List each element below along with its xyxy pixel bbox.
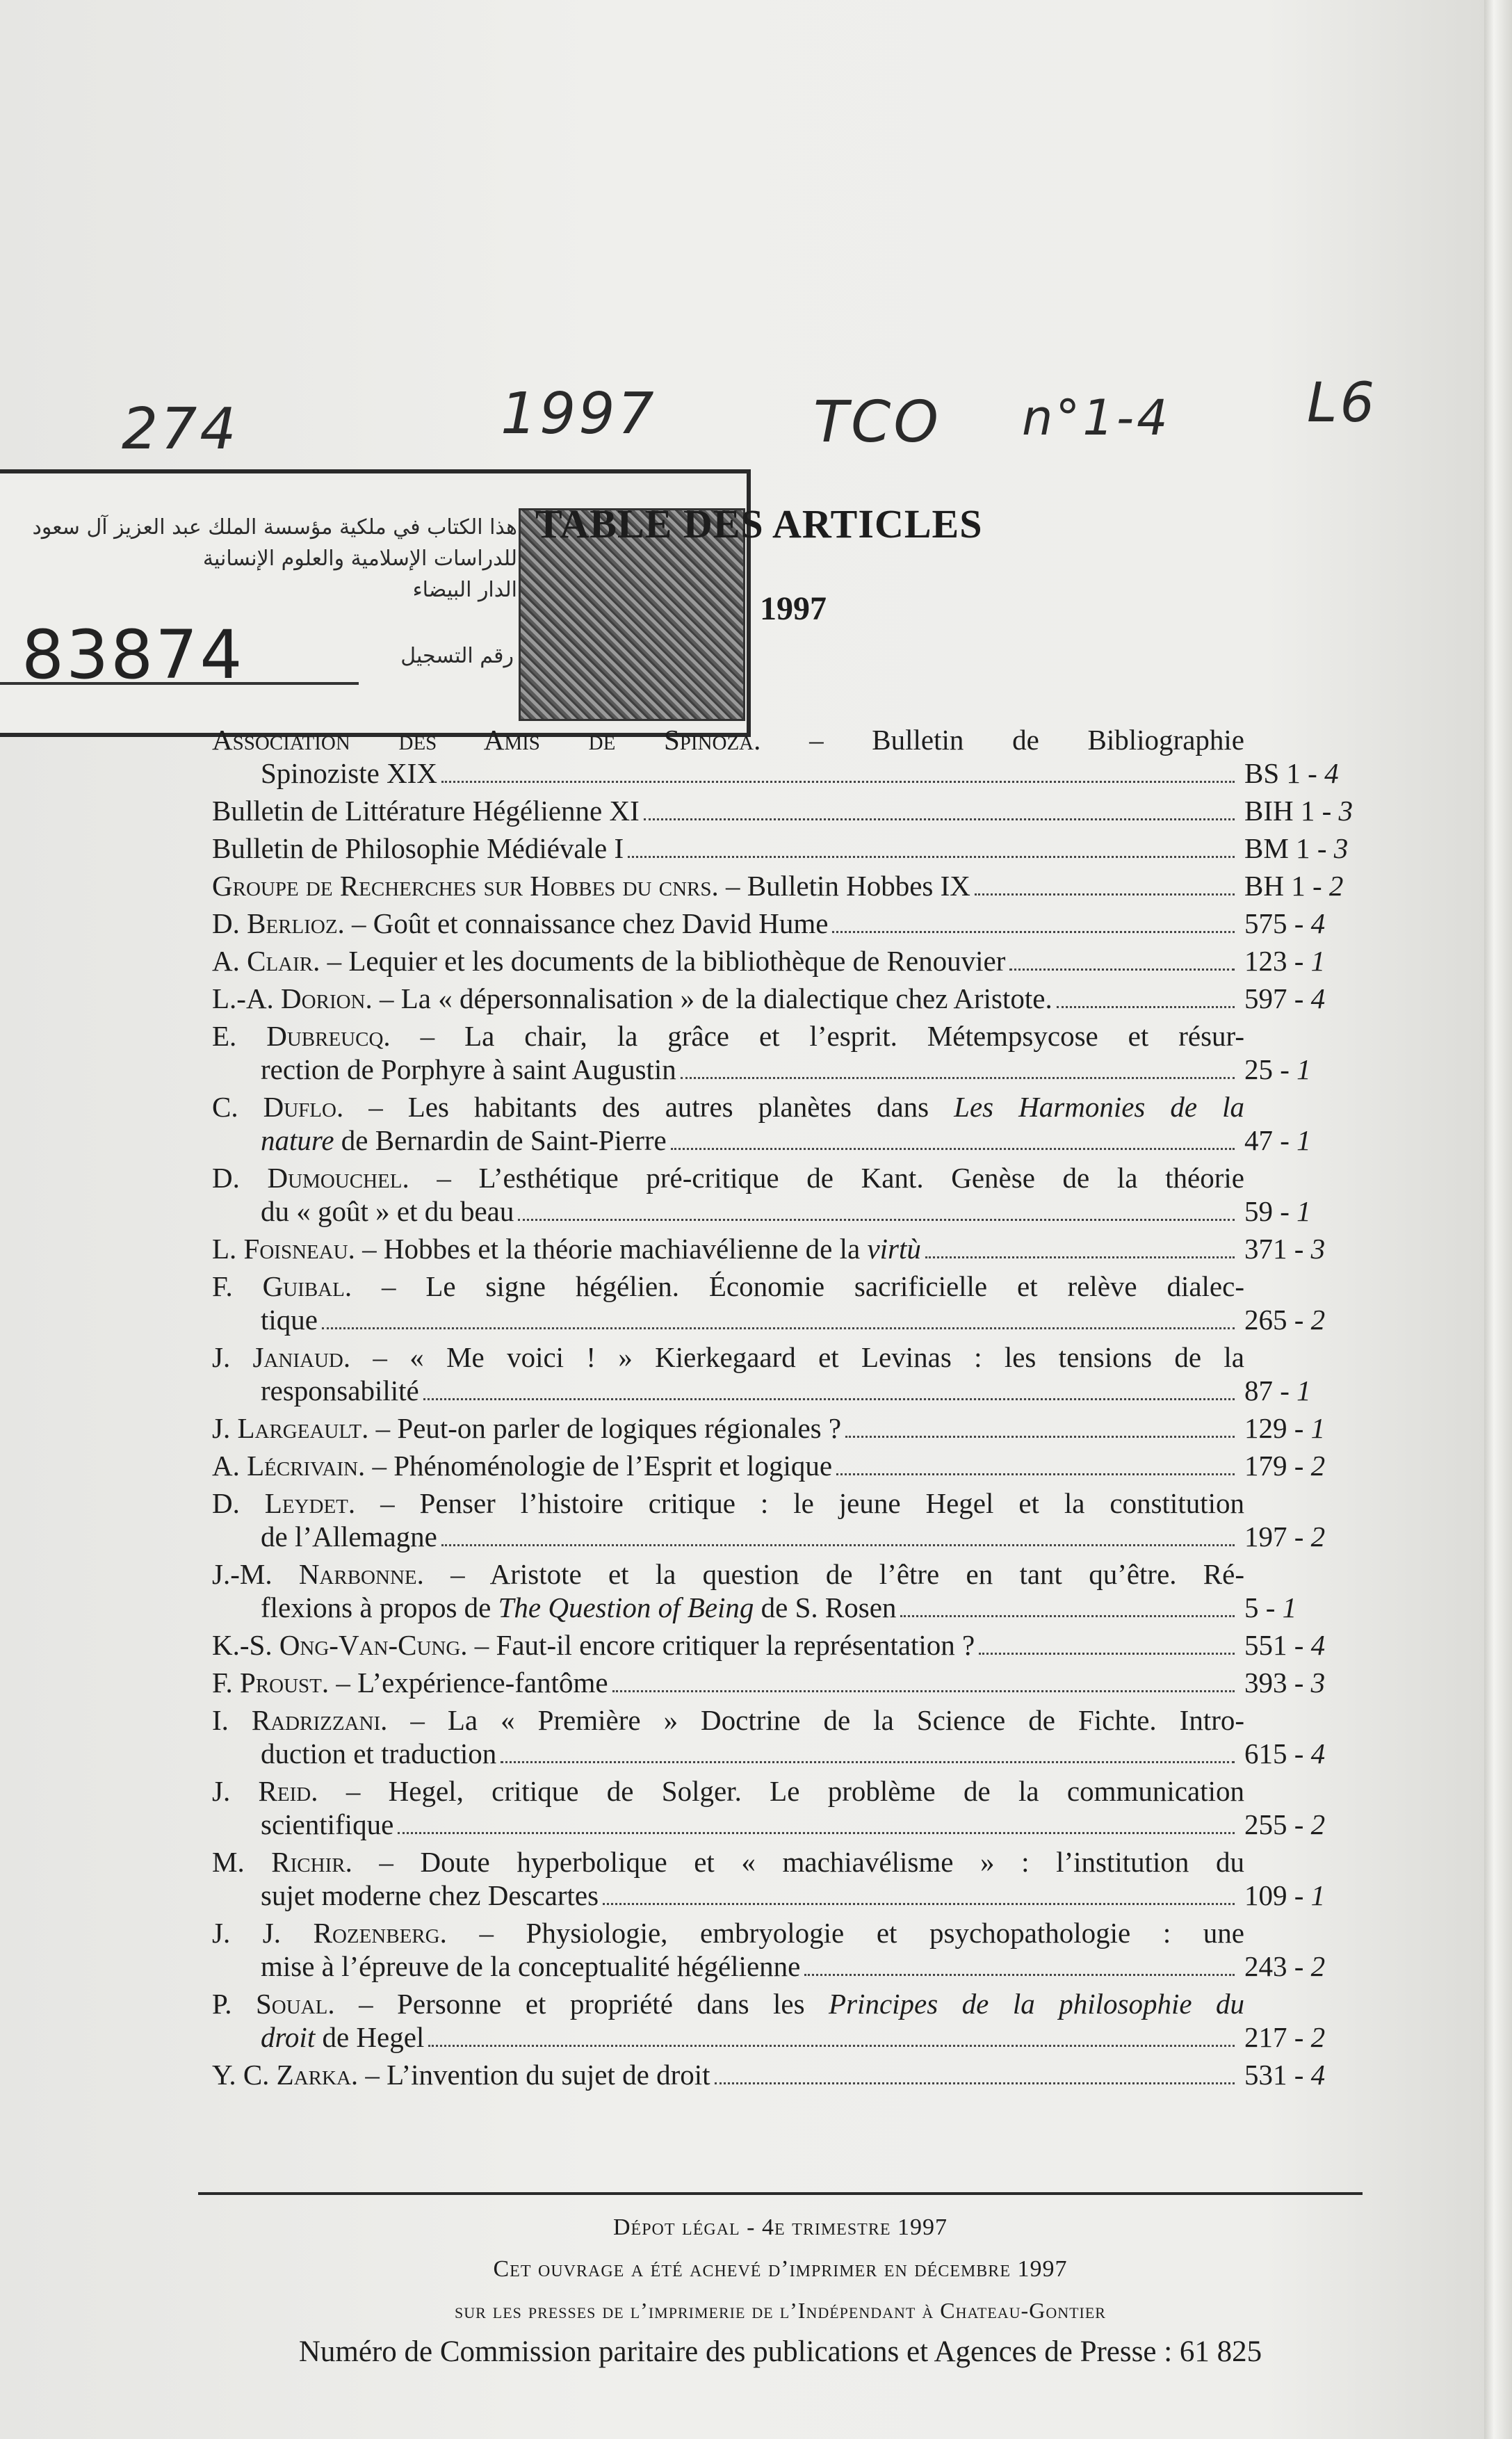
article-author: J.-M. Narbonne [212, 1558, 417, 1590]
continuation-text: sujet moderne chez Descartes [261, 1879, 599, 1911]
leader-dots [979, 1652, 1235, 1655]
entry-text [261, 756, 437, 790]
page-number: 531 [1244, 2059, 1287, 2091]
page-number: BM 1 [1244, 832, 1310, 864]
article-title: La « dépersonnalisation » de la dialectique chez Aristote. [400, 982, 1052, 1014]
entry-text: L.-A. Dorion. – La « dépersonnalisation » de la dialectique chez Aristote. [212, 982, 1052, 1014]
entry-first-line: J. Reid. – Hegel, critique de Solger. Le problème de la communication [212, 1775, 1244, 1807]
article-title: L’invention du sujet de droit [387, 2059, 710, 2091]
leader-dots [845, 1435, 1235, 1438]
article-title: Le signe hégélien. Économie sacrificielle et relève dialec- [425, 1270, 1244, 1302]
stamp-register-label: رقم التسجيل [400, 644, 514, 668]
entry-text: A. Lécrivain. – Phénoménologie de l’Esprit et logique [212, 1450, 833, 1482]
article-title: Bulletin de Littérature Hégélienne XI [212, 795, 640, 827]
entry-text [261, 1303, 318, 1336]
entry-text [261, 1808, 393, 1841]
article-title: Hegel, critique de Solger. Le problème de la communication [388, 1775, 1244, 1807]
entry-continuation [212, 1879, 1376, 1912]
page-number: 575 [1244, 907, 1287, 939]
article-author: J. Janiaud [212, 1341, 343, 1373]
leader-dots [1009, 968, 1235, 971]
article-author: D. Leydet [212, 1487, 348, 1519]
article-title: Goût et connaissance chez David Hume [373, 907, 829, 939]
page-number: 255 [1244, 1808, 1287, 1840]
leader-dots [644, 818, 1235, 820]
page-number: 597 [1244, 982, 1287, 1014]
toc-entry [212, 1628, 1376, 1662]
entry-first-line: D. Leydet. – Penser l’histoire critique : le jeune Hegel et la constitution [212, 1487, 1244, 1519]
page-number: 393 [1244, 1667, 1287, 1699]
leader-dots [441, 780, 1235, 783]
leader-dots [925, 1256, 1235, 1258]
entry-continuation [212, 1737, 1376, 1770]
issue-number: 4 [1310, 1737, 1326, 1769]
issue-number: 2 [1310, 2021, 1326, 2053]
entry-text [212, 832, 624, 865]
page-number: 551 [1244, 1629, 1287, 1661]
issue-number: 3 [1338, 795, 1354, 827]
table-of-contents [212, 723, 1376, 2096]
entry-line [212, 1449, 1376, 1482]
article-title: Personne et propriété dans les [397, 1988, 805, 2020]
entry-text: Y. C. Zarka. – L’invention du sujet de droit [212, 2059, 710, 2091]
page-reference: 393 - 3 [1244, 1667, 1326, 1699]
page-number: 179 [1244, 1450, 1287, 1482]
page-title: TABLE DES ARTICLES [535, 501, 983, 546]
continuation-italic: nature [261, 1124, 334, 1156]
article-author: C. Duflo [212, 1091, 336, 1123]
entry-text: K.-S. Ong-Van-Cung. – Faut-il encore critiquer la représentation ? [212, 1629, 975, 1661]
page-reference: 47 - 1 [1244, 1124, 1311, 1156]
continuation-text: scientifique [261, 1808, 394, 1840]
handwritten-shelf: L6 [1307, 372, 1378, 435]
entry-first-line: Association des Amis de Spinoza. – Bulletin de Bibliographie [212, 724, 1244, 756]
issue-number: 2 [1328, 870, 1344, 902]
toc-entry [212, 723, 1376, 790]
entry-text: A. Clair. – Lequier et les documents de la bibliothèque de Renouvier [212, 945, 1006, 977]
entry-text [261, 1737, 496, 1770]
stamp-line: هذا الكتاب في ملكية مؤسسة الملك عبد العزيز آل سعود [32, 515, 517, 540]
issue-number: 2 [1310, 1304, 1326, 1336]
toc-entry [212, 1449, 1376, 1482]
article-title-italic: Principes de la philosophie du [829, 1988, 1245, 2020]
continuation-text: responsabilité [261, 1375, 419, 1407]
page-number: 5 [1244, 1591, 1259, 1623]
toc-entry [212, 1703, 1376, 1770]
entry-continuation [212, 1374, 1376, 1407]
entry-text [261, 1124, 667, 1157]
entry-text: L. Foisneau. – Hobbes et la théorie machiavélienne de la virtù [212, 1233, 921, 1265]
page-number: 197 [1244, 1521, 1287, 1553]
issue-number: 1 [1282, 1591, 1297, 1623]
entry-text [212, 794, 640, 827]
stamp-line: الدار البيضاء [412, 578, 517, 602]
toc-entry [212, 869, 1376, 902]
continuation-text: rection de Porphyre à saint Augustin [261, 1053, 676, 1085]
page-number: 109 [1244, 1879, 1287, 1911]
continuation-text: flexions à propos de [261, 1591, 491, 1623]
toc-entry [212, 1666, 1376, 1699]
entry-first-line: J. Janiaud. – « Me voici ! » Kierkegaard et Levinas : les tensions de la [212, 1341, 1245, 1373]
article-title: L’esthétique pré-critique de Kant. Genèse de la théorie [478, 1162, 1244, 1194]
continuation-text: de Hegel [322, 2021, 425, 2053]
leader-dots [900, 1614, 1235, 1617]
entry-text [261, 1194, 514, 1228]
continuation-text: de l’Allemagne [261, 1521, 437, 1553]
leader-dots [441, 1543, 1235, 1546]
toc-entry [212, 1774, 1376, 1841]
entry-continuation [212, 756, 1376, 790]
article-title: La « Première » Doctrine de la Science de Fichte. Intro- [447, 1704, 1245, 1736]
handwritten-year: 1997 [501, 381, 657, 447]
entry-text [261, 1520, 437, 1553]
page-reference: 197 - 2 [1244, 1521, 1326, 1553]
leader-dots [518, 1218, 1235, 1221]
continuation-italic: droit [261, 2021, 316, 2053]
toc-entry [212, 982, 1376, 1015]
entry-text: Groupe de Recherches sur Hobbes du cnrs. – Bulletin Hobbes IX [212, 870, 970, 902]
page-reference: 87 - 1 [1244, 1375, 1311, 1407]
page-reference: 597 - 4 [1244, 982, 1326, 1014]
page-reference: 217 - 2 [1244, 2021, 1326, 2053]
article-author: F. Proust [212, 1667, 322, 1699]
article-title: Bulletin de Bibliographie [872, 724, 1244, 756]
page-number: 123 [1244, 945, 1287, 977]
issue-number: 2 [1310, 1808, 1326, 1840]
page-number: 217 [1244, 2021, 1287, 2053]
toc-entry [212, 1557, 1376, 1624]
article-title: « Me voici ! » Kierkegaard et Levinas : les tensions de la [409, 1341, 1245, 1373]
article-title: La chair, la grâce et l’esprit. Métempsycose et résur- [464, 1020, 1245, 1052]
leader-dots [671, 1147, 1235, 1150]
article-title: Bulletin Hobbes IX [747, 870, 970, 902]
issue-number: 4 [1310, 2059, 1326, 2091]
stamp-underline [0, 682, 359, 685]
entry-line [212, 1232, 1376, 1265]
article-title: Lequier et les documents de la bibliothèque de Renouvier [348, 945, 1006, 977]
entry-first-line: P. Soual. – Personne et propriété dans les Principes de la philosophie du [212, 1988, 1245, 2020]
toc-entry [212, 1340, 1376, 1407]
issue-number: 4 [1310, 1629, 1326, 1661]
toc-entry [212, 1411, 1376, 1445]
continuation-text: mise à l’épreuve de la conceptualité hégélienne [261, 1950, 801, 1982]
entry-continuation [212, 1053, 1376, 1086]
leader-dots [322, 1327, 1235, 1329]
stamp-line: للدراسات الإسلامية والعلوم الإنسانية [202, 546, 517, 571]
continuation-text: tique [261, 1304, 318, 1336]
issue-number: 3 [1310, 1667, 1326, 1699]
article-author: Groupe de Recherches sur Hobbes du cnrs [212, 870, 712, 902]
entry-first-line: J. J. Rozenberg. – Physiologie, embryologie et psychopathologie : une [212, 1917, 1244, 1949]
entry-continuation [212, 1591, 1376, 1624]
article-title: Physiologie, embryologie et psychopathologie : une [526, 1917, 1244, 1949]
page-reference: 179 - 2 [1244, 1450, 1326, 1482]
page-reference: 371 - 3 [1244, 1233, 1326, 1265]
continuation-text: de Bernardin de Saint-Pierre [341, 1124, 667, 1156]
entry-line [212, 944, 1376, 978]
page-number: 25 [1244, 1053, 1273, 1085]
article-author: D. Berlioz [212, 907, 338, 939]
toc-entry [212, 1232, 1376, 1265]
page-reference: BS 1 - 4 [1244, 757, 1339, 789]
article-title: Peut-on parler de logiques régionales ? [397, 1412, 842, 1444]
page-number: 265 [1244, 1304, 1287, 1336]
footer-rule [198, 2192, 1363, 2195]
entry-continuation [212, 1950, 1376, 1983]
article-title-italic: virtù [867, 1233, 921, 1265]
issue-number: 1 [1296, 1195, 1311, 1227]
leader-dots [423, 1397, 1235, 1400]
leader-dots [1057, 1005, 1235, 1008]
entry-text [261, 2020, 424, 2054]
entry-text [261, 1374, 419, 1407]
article-author: K.-S. Ong-Van-Cung [212, 1629, 461, 1661]
toc-entry [212, 1161, 1376, 1228]
issue-number: 1 [1310, 1879, 1326, 1911]
issue-number: 4 [1310, 907, 1326, 939]
article-author: A. Clair [212, 945, 314, 977]
article-title-italic: Les Harmonies de la [954, 1091, 1245, 1123]
entry-line [212, 1628, 1376, 1662]
issue-number: 1 [1310, 1412, 1326, 1444]
entry-gap [212, 2091, 1376, 2096]
page-reference: 25 - 1 [1244, 1053, 1311, 1085]
entry-line [212, 1411, 1376, 1445]
page-reference: 255 - 2 [1244, 1808, 1326, 1840]
page-reference: BM 1 - 3 [1244, 832, 1349, 864]
article-author: M. Richir [212, 1846, 346, 1878]
leader-dots [804, 1973, 1235, 1976]
article-author: F. Guibal [212, 1270, 345, 1302]
entry-first-line: I. Radrizzani. – La « Première » Doctrine de la Science de Fichte. Intro- [212, 1704, 1245, 1736]
issue-number: 3 [1333, 832, 1349, 864]
entry-continuation [212, 1808, 1376, 1841]
leader-dots [628, 855, 1235, 858]
page-reference: 109 - 1 [1244, 1879, 1326, 1911]
page-reference: 615 - 4 [1244, 1737, 1326, 1769]
entry-first-line: C. Duflo. – Les habitants des autres planètes dans Les Harmonies de la [212, 1091, 1245, 1123]
page-reference: 551 - 4 [1244, 1629, 1326, 1661]
footer-legal-deposit: Dépot légal - 4e trimestre 1997 [612, 2214, 948, 2240]
toc-entry [212, 944, 1376, 978]
toc-entry [212, 794, 1376, 827]
entry-line [212, 869, 1376, 902]
continuation-text: duction et traduction [261, 1737, 497, 1769]
toc-entry [212, 832, 1376, 865]
leader-dots [832, 930, 1235, 933]
entry-line [212, 2058, 1376, 2091]
issue-number: 2 [1310, 1950, 1326, 1982]
issue-number: 1 [1296, 1375, 1311, 1407]
page-reference: 265 - 2 [1244, 1304, 1326, 1336]
toc-entry [212, 1270, 1376, 1336]
page-number: 59 [1244, 1195, 1273, 1227]
continuation-text: Spinoziste XIX [261, 757, 437, 789]
leader-dots [612, 1690, 1235, 1692]
leader-dots [603, 1902, 1235, 1905]
entry-continuation [212, 1303, 1376, 1336]
entry-continuation [212, 1520, 1376, 1553]
entry-first-line: M. Richir. – Doute hyperbolique et « machiavélisme » : l’institution du [212, 1846, 1245, 1878]
continuation-italic: The Question of Being [498, 1591, 754, 1623]
article-author: D. Dumouchel [212, 1162, 403, 1194]
entry-text [261, 1591, 896, 1624]
toc-entry [212, 1019, 1376, 1086]
page-reference: 243 - 2 [1244, 1950, 1326, 1982]
article-author: Y. C. Zarka [212, 2059, 351, 2091]
page-number: 615 [1244, 1737, 1287, 1769]
article-title: Bulletin de Philosophie Médiévale I [212, 832, 624, 864]
article-title: Penser l’histoire critique : le jeune Hegel et la constitution [419, 1487, 1244, 1519]
page-number: 129 [1244, 1412, 1287, 1444]
leader-dots [428, 2044, 1235, 2047]
entry-continuation [212, 1194, 1376, 1228]
issue-number: 1 [1310, 945, 1326, 977]
article-author: J. J. Rozenberg [212, 1917, 440, 1949]
page-number: BH 1 [1244, 870, 1306, 902]
entry-first-line: E. Dubreucq. – La chair, la grâce et l’esprit. Métempsycose et résur- [212, 1020, 1245, 1052]
page-number: BS 1 [1244, 757, 1301, 789]
entry-line [212, 794, 1376, 827]
article-author: J. Reid [212, 1775, 311, 1807]
article-title: Les habitants des autres planètes dans [407, 1091, 929, 1123]
article-author: L.-A. Dorion [212, 982, 366, 1014]
page-reference: BIH 1 - 3 [1244, 795, 1354, 827]
entry-text [261, 1879, 599, 1912]
entry-text: F. Proust. – L’expérience-fantôme [212, 1667, 608, 1699]
stamp-register-number: 83874 [22, 616, 245, 694]
toc-entry [212, 1987, 1376, 2054]
entry-first-line: J.-M. Narbonne. – Aristote et la question de l’être en tant qu’être. Ré- [212, 1558, 1244, 1590]
page-reference: 129 - 1 [1244, 1412, 1326, 1444]
article-title: Faut-il encore critiquer la représentation ? [496, 1629, 975, 1661]
toc-entry [212, 1845, 1376, 1912]
page-number: 87 [1244, 1375, 1273, 1407]
issue-number: 3 [1310, 1233, 1326, 1265]
footer-printing-date: Cet ouvrage a été achevé d’imprimer en décembre 1997 [493, 2256, 1068, 2282]
issue-number: 4 [1310, 982, 1326, 1014]
entry-first-line: D. Dumouchel. – L’esthétique pré-critique de Kant. Genèse de la théorie [212, 1162, 1244, 1194]
article-author: P. Soual [212, 1988, 328, 2020]
entry-continuation [212, 2020, 1376, 2054]
toc-entry [212, 1090, 1376, 1157]
leader-dots [836, 1473, 1235, 1475]
article-title: Doute hyperbolique et « machiavélisme » : l’institution du [420, 1846, 1245, 1878]
article-author: L. Foisneau [212, 1233, 348, 1265]
entry-line [212, 907, 1376, 940]
entry-text [261, 1053, 676, 1086]
page-number: 371 [1244, 1233, 1287, 1265]
toc-entry [212, 1486, 1376, 1553]
entry-text [261, 1950, 800, 1983]
article-title: Phénoménologie de l’Esprit et logique [393, 1450, 833, 1482]
entry-line [212, 1666, 1376, 1699]
issue-number: 2 [1310, 1450, 1326, 1482]
entry-continuation [212, 1124, 1376, 1157]
article-author: A. Lécrivain [212, 1450, 358, 1482]
handwritten-issues: n°1-4 [1022, 389, 1171, 446]
article-title: Aristote et la question de l’être en tant qu’être. Ré- [489, 1558, 1244, 1590]
page-number: BIH 1 [1244, 795, 1315, 827]
toc-entry [212, 2058, 1376, 2091]
continuation-text: du « goût » et du beau [261, 1195, 514, 1227]
footer-printer: sur les presses de l’imprimerie de l’Indépendant à Chateau-Gontier [455, 2298, 1106, 2323]
page-reference: 59 - 1 [1244, 1195, 1311, 1227]
issue-number: 4 [1324, 757, 1339, 789]
page-reference: 5 - 1 [1244, 1591, 1297, 1623]
handwritten-number: 274 [122, 396, 239, 462]
article-author: I. Radrizzani [212, 1704, 381, 1736]
article-author: Association des Amis de Spinoza [212, 724, 754, 756]
entry-first-line: F. Guibal. – Le signe hégélien. Économie sacrificielle et relève dialec- [212, 1270, 1244, 1302]
page-reference: 531 - 4 [1244, 2059, 1326, 2091]
leader-dots [975, 893, 1235, 896]
article-author: E. Dubreucq [212, 1020, 384, 1052]
toc-entry [212, 907, 1376, 940]
issue-number: 1 [1296, 1053, 1311, 1085]
entry-text: D. Berlioz. – Goût et connaissance chez David Hume [212, 907, 829, 939]
page-edge [1484, 0, 1512, 2439]
page-number: 47 [1244, 1124, 1273, 1156]
article-author: J. Largeault [212, 1412, 362, 1444]
toc-entry [212, 1916, 1376, 1983]
continuation-text: de S. Rosen [761, 1591, 897, 1623]
leader-dots [681, 1076, 1235, 1079]
page-year: 1997 [760, 590, 827, 627]
article-title: L’expérience-fantôme [357, 1667, 608, 1699]
issue-number: 1 [1296, 1124, 1311, 1156]
leader-dots [715, 2082, 1235, 2084]
page-number: 243 [1244, 1950, 1287, 1982]
handwritten-code: TCO [813, 389, 941, 455]
entry-line [212, 832, 1376, 865]
article-title: Hobbes et la théorie machiavélienne de la [383, 1233, 861, 1265]
page-reference: BH 1 - 2 [1244, 870, 1344, 902]
page-reference: 123 - 1 [1244, 945, 1326, 977]
entry-text: J. Largeault. – Peut-on parler de logiques régionales ? [212, 1412, 842, 1444]
entry-line [212, 982, 1376, 1015]
issue-number: 2 [1310, 1521, 1326, 1553]
page-reference: 575 - 4 [1244, 907, 1326, 939]
leader-dots [501, 1760, 1235, 1763]
footer-commission-number: Numéro de Commission paritaire des publications et Agences de Presse : 61 825 [298, 2335, 1262, 2368]
leader-dots [398, 1831, 1235, 1834]
